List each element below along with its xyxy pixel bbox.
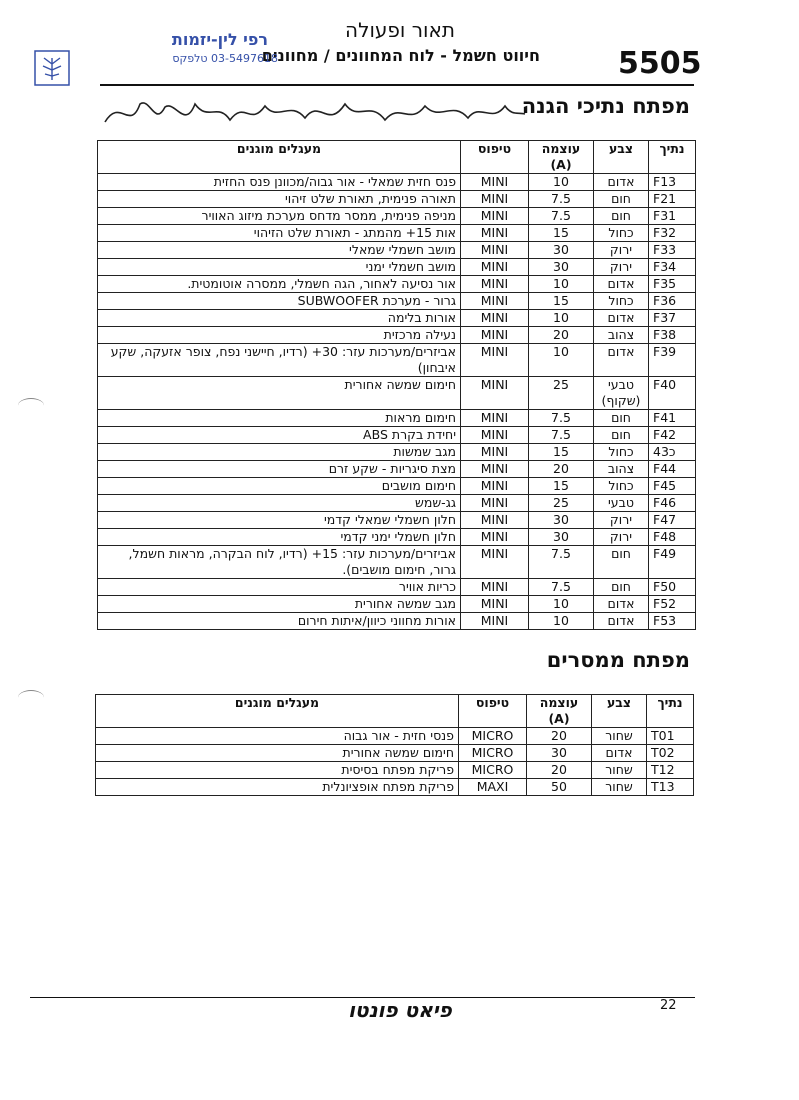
circuits-cell: מגב שמשות (98, 444, 461, 461)
type-cell: MINI (461, 327, 529, 344)
fuse-cell: T13 (647, 779, 694, 796)
table-row (98, 276, 696, 293)
fuse-cell: F21 (649, 191, 696, 208)
circuits-cell: אורות בלימה (98, 310, 461, 327)
amperage-cell: 30 (527, 745, 592, 762)
color-cell: שחור (592, 762, 647, 779)
fuse-cell: T02 (647, 745, 694, 762)
color-cell: שחור (592, 728, 647, 745)
circuits-cell: גרור - מערכת SUBWOOFER (98, 293, 461, 310)
column-header: טיפוס (461, 141, 529, 174)
amperage-cell: 7.5 (529, 208, 594, 225)
amperage-cell: 10 (529, 276, 594, 293)
color-cell: אדום (594, 613, 649, 630)
footer-brand: פיאט פונטו (348, 998, 452, 1022)
circuits-cell: חימום שמשה אחורית (98, 377, 461, 410)
color-cell: טבעי (שקוף) (594, 377, 649, 410)
type-cell: MINI (461, 174, 529, 191)
table-row (98, 208, 696, 225)
color-cell: ירוק (594, 242, 649, 259)
amperage-cell: 30 (529, 259, 594, 276)
circuits-cell: אביזרים/מערכות עזר: 15+ (רדיו, לוח הבקרה, מראות חשמל, גרור, חימום מושבים). (98, 546, 461, 579)
fuse-cell: T01 (647, 728, 694, 745)
type-cell: MINI (461, 461, 529, 478)
circuits-cell: חימום מושבים (98, 478, 461, 495)
page-code: 5505 (618, 46, 702, 81)
circuits-cell: חימום שמשה אחורית (96, 745, 459, 762)
circuits-cell: גג-שמש (98, 495, 461, 512)
column-header: נתיך (647, 695, 694, 728)
fuse-cell: F38 (649, 327, 696, 344)
relay-table (95, 694, 694, 796)
fuse-cell: F47 (649, 512, 696, 529)
stamp-name: רפי לין-יזמות (171, 30, 268, 49)
table-row (98, 191, 696, 208)
type-cell: MINI (461, 613, 529, 630)
column-header: עוצמה (A) (529, 141, 594, 174)
stamp-logo-icon (34, 50, 70, 86)
fuse-cell: F32 (649, 225, 696, 242)
table-row (98, 242, 696, 259)
table-header-row (96, 695, 694, 728)
color-cell: טבעי (594, 495, 649, 512)
fuse-cell: F40 (649, 377, 696, 410)
color-cell: חום (594, 427, 649, 444)
type-cell: MINI (461, 529, 529, 546)
amperage-cell: 50 (527, 779, 592, 796)
table-row (98, 596, 696, 613)
stamp-phone: 03-5497618 טלפקס (172, 52, 278, 65)
color-cell: אדום (592, 745, 647, 762)
relay-section-title: מפתח ממסרים (546, 648, 690, 672)
color-cell: צהוב (594, 461, 649, 478)
type-cell: MINI (461, 377, 529, 410)
circuits-cell: מגב שמשה אחורית (98, 596, 461, 613)
type-cell: MINI (461, 444, 529, 461)
column-header: מעגלים מוגנים (96, 695, 459, 728)
type-cell: MINI (461, 512, 529, 529)
circuits-cell: אור נסיעה לאחור, הגה חשמלי, ממסרה אוטומטית. (98, 276, 461, 293)
amperage-cell: 15 (529, 225, 594, 242)
fuse-cell: T12 (647, 762, 694, 779)
table-row (96, 762, 694, 779)
column-header: צבע (594, 141, 649, 174)
amperage-cell: 30 (529, 529, 594, 546)
amperage-cell: 7.5 (529, 546, 594, 579)
type-cell: MINI (461, 495, 529, 512)
amperage-cell: 25 (529, 495, 594, 512)
color-cell: חום (594, 208, 649, 225)
table-row (98, 310, 696, 327)
table-row (98, 377, 696, 410)
color-cell: חום (594, 546, 649, 579)
fuse-cell: F39 (649, 344, 696, 377)
type-cell: MICRO (459, 762, 527, 779)
circuits-cell: יחידת בקרת ABS (98, 427, 461, 444)
circuits-cell: מניפה פנימית, ממסר מדחס מערכת מיזוג האוויר (98, 208, 461, 225)
table-row (98, 293, 696, 310)
circuits-cell: חלון חשמלי ימני קדמי (98, 529, 461, 546)
fuse-cell: F13 (649, 174, 696, 191)
type-cell: MINI (461, 191, 529, 208)
type-cell: MAXI (459, 779, 527, 796)
fuse-cell: F44 (649, 461, 696, 478)
circuits-cell: מושב חשמלי שמאלי (98, 242, 461, 259)
amperage-cell: 20 (527, 728, 592, 745)
column-header: עוצמה (A) (527, 695, 592, 728)
fuse-cell: F42 (649, 427, 696, 444)
fuse-cell: F35 (649, 276, 696, 293)
type-cell: MINI (461, 596, 529, 613)
header-divider (100, 84, 694, 86)
fuse-cell: F53 (649, 613, 696, 630)
fuse-cell: F45 (649, 478, 696, 495)
type-cell: MINI (461, 242, 529, 259)
fuse-cell: F31 (649, 208, 696, 225)
color-cell: אדום (594, 174, 649, 191)
color-cell: שחור (592, 779, 647, 796)
column-header: צבע (592, 695, 647, 728)
amperage-cell: 7.5 (529, 191, 594, 208)
color-cell: חום (594, 410, 649, 427)
amperage-cell: 30 (529, 512, 594, 529)
fuse-cell: F41 (649, 410, 696, 427)
column-header: נתיך (649, 141, 696, 174)
type-cell: MICRO (459, 728, 527, 745)
fuse-cell: F52 (649, 596, 696, 613)
type-cell: MINI (461, 427, 529, 444)
table-row (98, 174, 696, 191)
circuits-cell: אות 15+ מהמתג - תאורת שלט הזיהוי (98, 225, 461, 242)
page-number: 22 (660, 998, 677, 1013)
circuits-cell: מצת סיגריות - שקע זרם (98, 461, 461, 478)
table-row (98, 225, 696, 242)
color-cell: אדום (594, 310, 649, 327)
amperage-cell: 20 (527, 762, 592, 779)
color-cell: כחול (594, 293, 649, 310)
amperage-cell: 15 (529, 444, 594, 461)
table-row (98, 512, 696, 529)
circuits-cell: חלון חשמלי שמאלי קדמי (98, 512, 461, 529)
table-row (98, 478, 696, 495)
table-row (96, 779, 694, 796)
fuse-table (97, 140, 696, 630)
document-subtitle: חיווט חשמל - לוח המחוונים / מחוונים (261, 46, 540, 65)
type-cell: MINI (461, 546, 529, 579)
color-cell: ירוק (594, 259, 649, 276)
amperage-cell: 10 (529, 344, 594, 377)
amperage-cell: 25 (529, 377, 594, 410)
circuits-cell: פנס חזית שמאלי - אור גבוה/מכוונן פנס החזית (98, 174, 461, 191)
punch-hole-mark (18, 398, 44, 413)
circuits-cell: נעילה מרכזית (98, 327, 461, 344)
column-header: טיפוס (459, 695, 527, 728)
amperage-cell: 10 (529, 174, 594, 191)
type-cell: MINI (461, 259, 529, 276)
color-cell: חום (594, 191, 649, 208)
table-header-row (98, 141, 696, 174)
amperage-cell: 20 (529, 461, 594, 478)
type-cell: MINI (461, 310, 529, 327)
circuits-cell: מושב חשמלי ימני (98, 259, 461, 276)
circuits-cell: פנסי חזית - אור גבוה (96, 728, 459, 745)
circuits-cell: אורות מחווני כיוון/איתות חירום (98, 613, 461, 630)
fuse-cell: F37 (649, 310, 696, 327)
table-row (98, 259, 696, 276)
type-cell: MINI (461, 344, 529, 377)
color-cell: חום (594, 579, 649, 596)
fuse-cell: F46 (649, 495, 696, 512)
column-header: מעגלים מוגנים (98, 141, 461, 174)
table-row (98, 427, 696, 444)
amperage-cell: 15 (529, 478, 594, 495)
amperage-cell: 30 (529, 242, 594, 259)
circuits-cell: תאורה פנימית, תאורת שלט זיהוי (98, 191, 461, 208)
fuse-section-title: מפתח נתיכי הגנה (521, 94, 690, 118)
amperage-cell: 7.5 (529, 579, 594, 596)
fuse-cell: F33 (649, 242, 696, 259)
color-cell: ירוק (594, 512, 649, 529)
table-row (96, 745, 694, 762)
fuse-cell: F48 (649, 529, 696, 546)
amperage-cell: 10 (529, 310, 594, 327)
color-cell: כחול (594, 478, 649, 495)
type-cell: MINI (461, 293, 529, 310)
amperage-cell: 10 (529, 596, 594, 613)
handwritten-note (100, 92, 530, 136)
amperage-cell: 20 (529, 327, 594, 344)
table-row (98, 410, 696, 427)
table-row (98, 579, 696, 596)
type-cell: MICRO (459, 745, 527, 762)
type-cell: MINI (461, 478, 529, 495)
type-cell: MINI (461, 208, 529, 225)
amperage-cell: 7.5 (529, 427, 594, 444)
document-title: תאור ופעולה (345, 18, 455, 42)
table-row (98, 613, 696, 630)
fuse-cell: 43כ (649, 444, 696, 461)
circuits-cell: אביזרים/מערכות עזר: 30+ (רדיו, חיישני נפח, צופר אזעקה, שקע איבחון) (98, 344, 461, 377)
table-row (96, 728, 694, 745)
type-cell: MINI (461, 276, 529, 293)
table-row (98, 327, 696, 344)
table-row (98, 546, 696, 579)
fuse-cell: F36 (649, 293, 696, 310)
color-cell: אדום (594, 344, 649, 377)
table-row (98, 344, 696, 377)
fuse-cell: F34 (649, 259, 696, 276)
color-cell: כחול (594, 225, 649, 242)
table-row (98, 529, 696, 546)
color-cell: צהוב (594, 327, 649, 344)
color-cell: ירוק (594, 529, 649, 546)
punch-hole-mark (18, 690, 44, 705)
amperage-cell: 15 (529, 293, 594, 310)
circuits-cell: פריקת מפתח בסיסית (96, 762, 459, 779)
type-cell: MINI (461, 225, 529, 242)
type-cell: MINI (461, 410, 529, 427)
table-row (98, 444, 696, 461)
color-cell: אדום (594, 596, 649, 613)
fuse-cell: F50 (649, 579, 696, 596)
color-cell: כחול (594, 444, 649, 461)
type-cell: MINI (461, 579, 529, 596)
amperage-cell: 10 (529, 613, 594, 630)
circuits-cell: חימום מראות (98, 410, 461, 427)
table-row (98, 495, 696, 512)
fuse-cell: F49 (649, 546, 696, 579)
table-row (98, 461, 696, 478)
color-cell: אדום (594, 276, 649, 293)
circuits-cell: פריקת מפתח אופציונלית (96, 779, 459, 796)
amperage-cell: 7.5 (529, 410, 594, 427)
circuits-cell: כריות אוויר (98, 579, 461, 596)
